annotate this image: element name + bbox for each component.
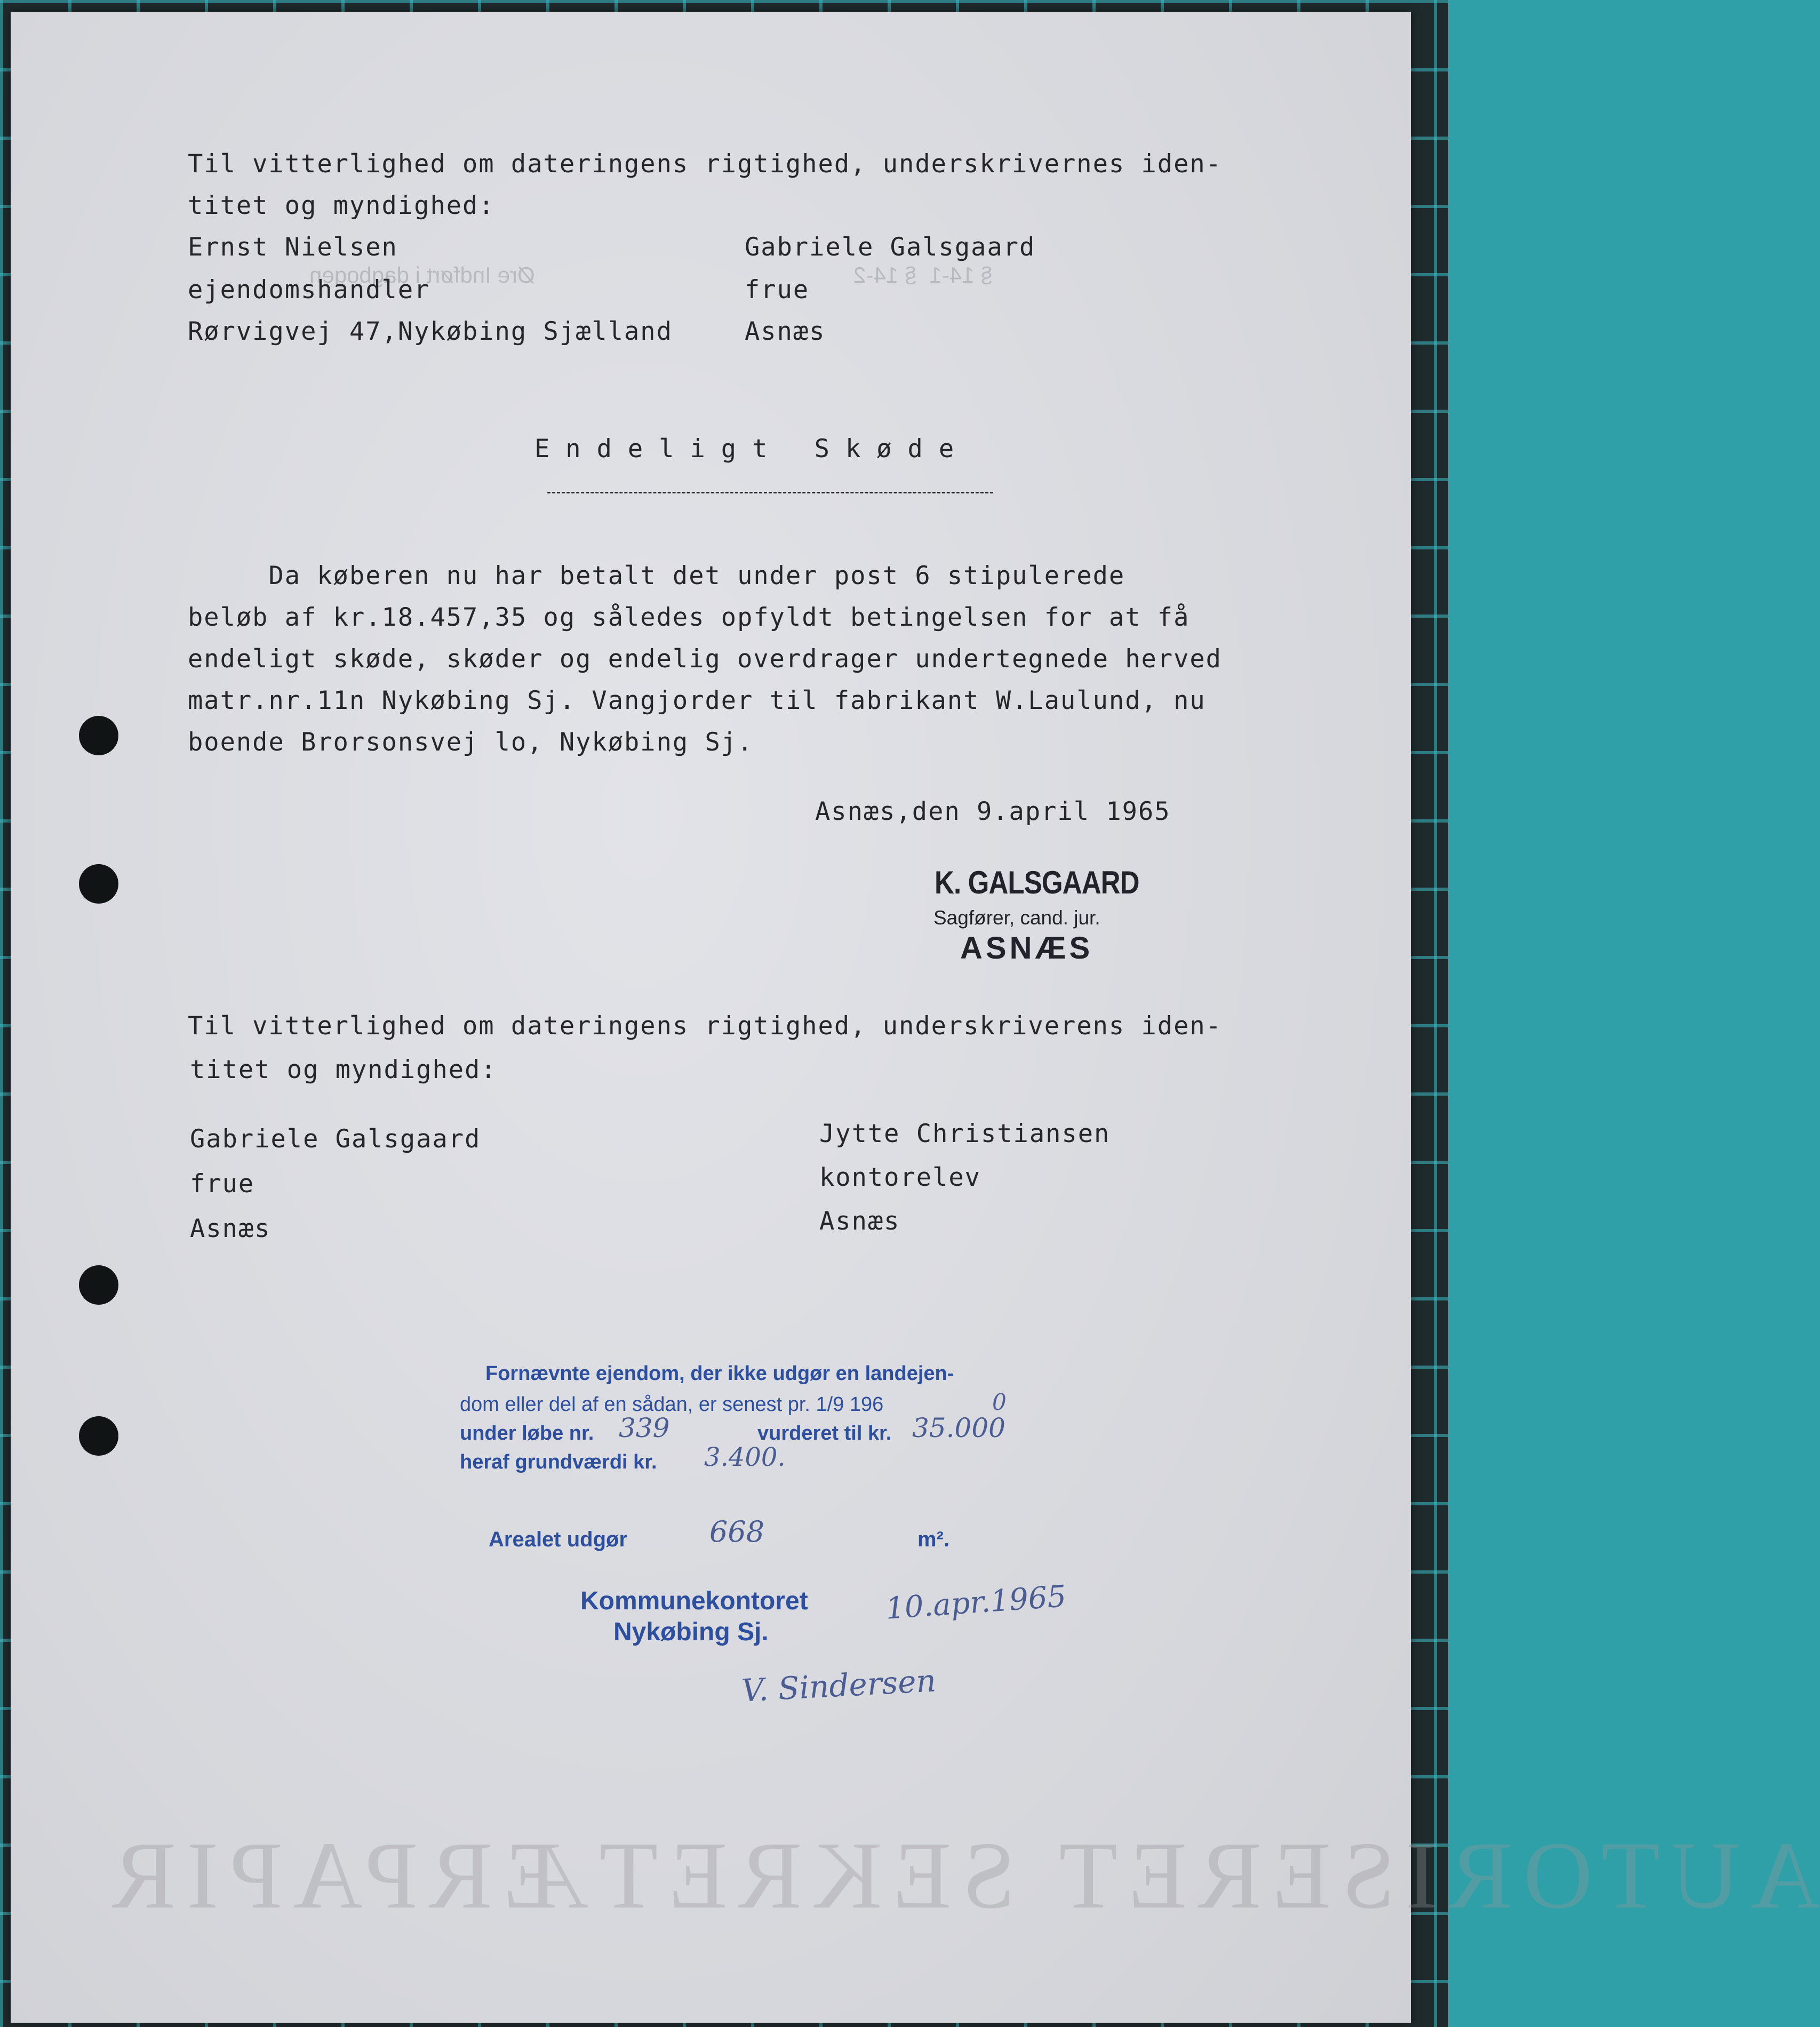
deed-body-line: boende Brorsonsvej lo, Nykøbing Sj. [188,728,754,757]
municipal-stamp-line1: Fornævnte ejendom, der ikke udgør en landejen- [485,1362,954,1385]
municipal-stamp-line4-label: heraf grundværdi kr. [460,1451,657,1473]
bleed-through-text: Øre Indført i dagbogen [309,262,535,288]
area-label: Arealet udgør [489,1528,628,1551]
witness-left-title: ejendomshandler [188,275,430,305]
title-underline [547,492,993,493]
bleed-through-text: § 14-1 § 14-2 [853,262,993,288]
municipal-office-name: Kommunekontoret [580,1587,808,1615]
document-page [11,12,1820,2023]
witness-right-name: Gabriele Galsgaard [745,233,1036,262]
witness-bottom-right-address: Asnæs [819,1207,900,1236]
municipal-stamp-lobe-nr-handwritten: 339 [619,1412,670,1443]
signature-stamp-city: ASNÆS [960,931,1093,965]
punch-hole [79,864,118,904]
deed-title: Endeligt Skøde [534,434,970,464]
punch-hole [79,716,118,755]
signature-stamp-subtitle: Sagfører, cand. jur. [933,907,1100,929]
municipal-stamp-valuation-handwritten: 35.000 [912,1412,1005,1443]
witness-right-address: Asnæs [745,317,826,346]
witness-bottom-intro-line2: titet og myndighed: [190,1055,497,1084]
office-signature-handwritten: V. Sindersen [740,1662,937,1709]
witness-bottom-right-name: Jytte Christiansen [819,1119,1111,1148]
witness-intro-line2: titet og myndighed: [188,191,495,220]
municipal-stamp-ground-value-handwritten: 3.400. [704,1442,786,1472]
witness-bottom-left-name: Gabriele Galsgaard [190,1124,481,1154]
signature-stamp-name: K. GALSGAARD [935,865,1139,900]
witness-bottom-left-address: Asnæs [190,1214,271,1243]
area-value-handwritten: 668 [709,1515,765,1549]
punch-hole [79,1265,118,1305]
deed-body-line: beløb af kr.18.457,35 og således opfyldt betingelsen for at få [188,603,1190,632]
municipal-office-city: Nykøbing Sj. [613,1618,769,1646]
witness-left-address: Rørvigvej 47,Nykøbing Sjælland [188,317,673,346]
punch-hole [79,1416,118,1456]
municipal-stamp-line2: dom eller del af en sådan, er senest pr. 1/9 196 [460,1393,884,1416]
office-date-handwritten: 10.apr.1965 [884,1579,1068,1626]
deed-date: Asnæs,den 9.april 1965 [815,797,1171,826]
witness-right-title: frue [745,275,810,305]
witness-bottom-right-title: kontorelev [819,1163,981,1192]
witness-bottom-intro-line1: Til vitterlighed om dateringens rigtighed, underskriverens iden- [188,1011,1222,1041]
witness-left-name: Ernst Nielsen [188,233,398,262]
witness-bottom-left-title: frue [190,1169,255,1199]
paper-watermark: AUTORISERET SEKRETÆRPAPIR [101,1822,1820,1928]
deed-body-line: endeligt skøde, skøder og endelig overdrager undertegnede herved [188,644,1222,674]
area-unit: m². [917,1528,949,1551]
municipal-stamp-year-handwritten: 0 [992,1389,1007,1415]
deed-body-line: matr.nr.11n Nykøbing Sj. Vangjorder til fabrikant W.Laulund, nu [188,686,1206,715]
municipal-stamp-line3-label: under løbe nr. [460,1422,594,1445]
municipal-stamp-valuation-label: vurderet til kr. [757,1422,892,1445]
deed-body-line: Da køberen nu har betalt det under post 6 stipulerede [188,561,1125,590]
witness-intro-line1: Til vitterlighed om dateringens rigtighed, underskrivernes iden- [188,149,1222,179]
